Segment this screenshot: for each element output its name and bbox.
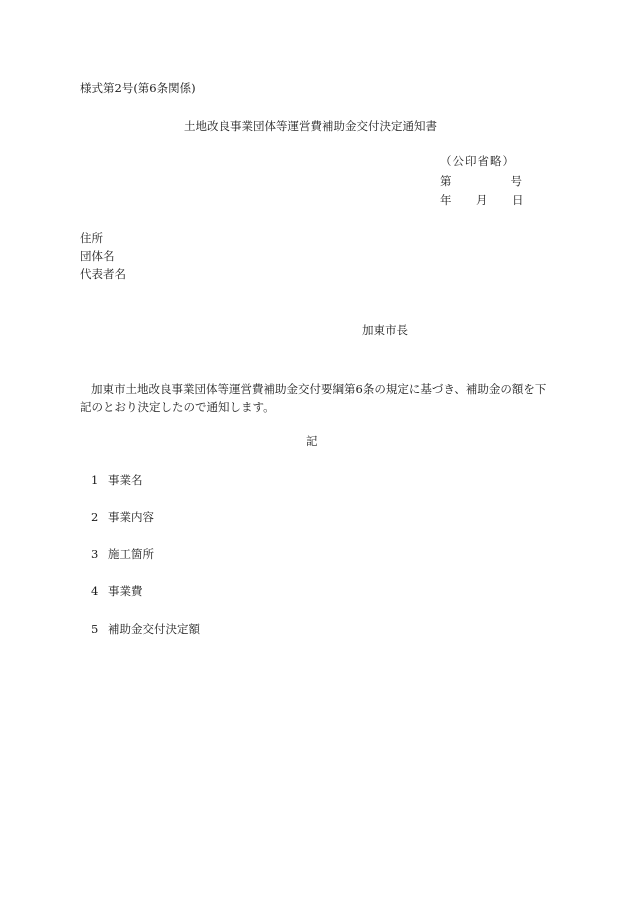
list-item [91, 549, 154, 561]
date-month-label: 月 [476, 193, 488, 207]
recipient-address-label: 住所 [80, 231, 103, 245]
list-item-number: 3 [91, 547, 99, 561]
seal-omitted-note: （公印省略） [440, 154, 515, 168]
recipient-org-label: 団体名 [80, 249, 115, 263]
issuer-name: 加東市長 [362, 323, 408, 337]
list-item-number: 2 [91, 510, 99, 524]
document-number [440, 176, 522, 188]
list-item [91, 475, 143, 487]
recipient-representative-label: 代表者名 [80, 267, 126, 281]
date-year-label: 年 [440, 193, 452, 207]
list-item [91, 624, 200, 636]
list-item-label: 補助金交付決定額 [108, 622, 200, 636]
list-item-label: 施工箇所 [108, 547, 154, 561]
document-title: 土地改良事業団体等運営費補助金交付決定通知書 [184, 119, 437, 133]
notice-body [80, 380, 550, 416]
document-date [440, 195, 524, 207]
list-item [91, 512, 154, 524]
date-day-label: 日 [512, 193, 524, 207]
notice-body-paragraph: 加東市土地改良事業団体等運営費補助金交付要綱第6条の規定に基づき、補助金の額を下記のとおり決定したので通知します。 [80, 382, 547, 414]
document-number-prefix: 第 [440, 174, 452, 188]
list-item-number: 4 [91, 584, 99, 598]
list-item-label: 事業費 [108, 584, 143, 598]
list-item-number: 5 [91, 622, 99, 636]
list-item-label: 事業名 [108, 473, 143, 487]
list-item-number: 1 [91, 473, 99, 487]
form-number: 様式第2号(第6条関係) [80, 81, 196, 95]
list-item-label: 事業内容 [108, 510, 154, 524]
list-item [91, 586, 143, 598]
ki-heading: 記 [306, 434, 318, 448]
document-number-suffix: 号 [510, 174, 522, 188]
